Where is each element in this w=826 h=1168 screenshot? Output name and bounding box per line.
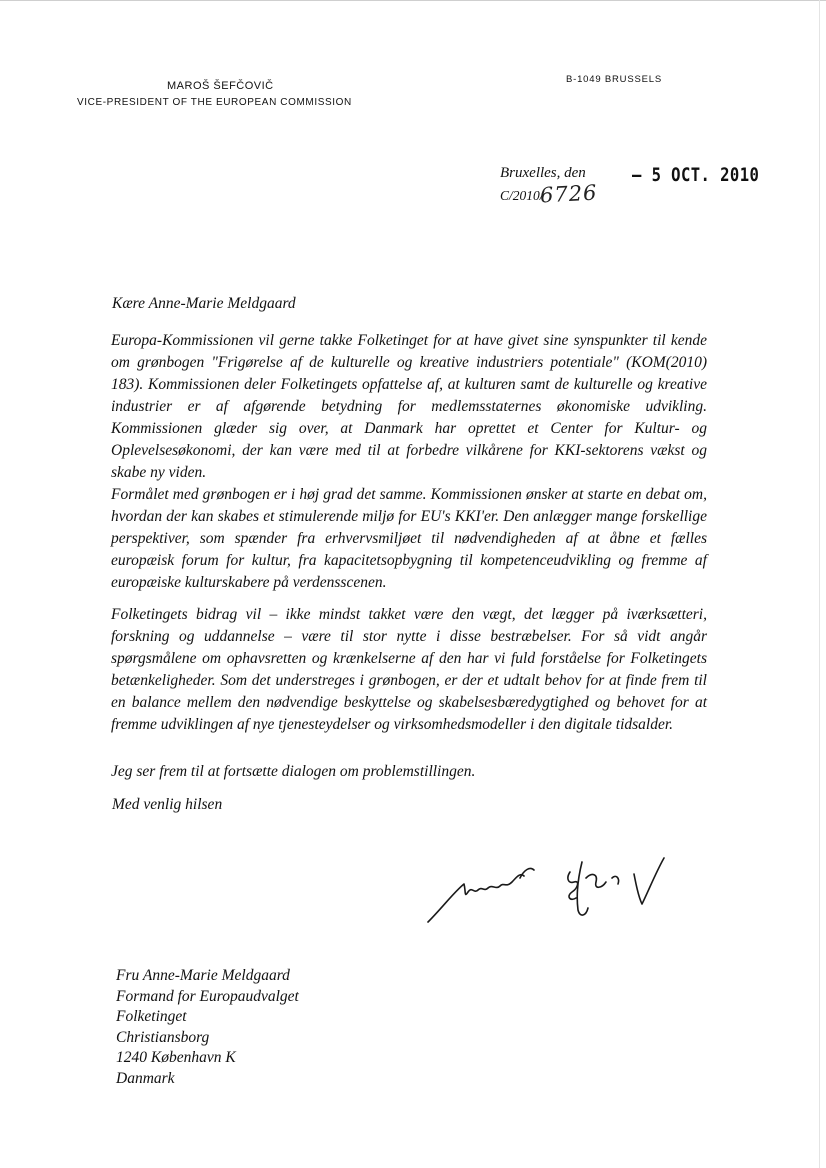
body-paragraph-1: [111, 330, 707, 484]
recipient-line: Folketinget: [116, 1008, 187, 1025]
body-paragraph-3: [111, 604, 707, 736]
sender-address: B-1049 BRUSSELS: [566, 74, 662, 85]
recipient-line: Christiansborg: [116, 1028, 210, 1046]
body-paragraph-4: [111, 761, 707, 783]
recipient-line: Danmark: [116, 1069, 175, 1087]
recipient-line: 1240 København K: [116, 1049, 236, 1066]
paragraph-text: Jeg ser frem til at fortsætte dialogen om problemstillingen.: [111, 763, 476, 780]
paragraph-text: Europa-Kommissionen vil gerne takke Folketinget for at have givet sine synspunkter til kende om grønbogen "Frigørelse af de kulturelle og kreative industriers potentiale" (KOM(2010) 183). Kommissionen deler Folketingets opfattelse af, at kulturen samt de kulturelle og kreative industrier er af afgørende betydning for medlemsstaternes økonomiske udvikling. Kommissionen glæder sig over, at Danmark har oprettet et Center for Kultur- og Oplevelsesøkonomi, der kan være med til at forbedre vilkårene for KKI-sektorens vækst og skabe ny viden.: [111, 332, 707, 481]
paragraph-text: Folketingets bidrag vil – ikke mindst takket være den vægt, det lægger på iværksætteri, forskning og uddannelse – være til stor nytte i disse bestræbelser. For så vidt angår spørgsmålene om ophavsretten og krænkelserne af den har vi fuld forståelse for Folketingets betænkeligheder. Som det understreges i grønbogen, er der et udtalt behov for at finde frem til en balance mellem den nødvendige beskyttelse og skabelsesbæredygtighed og behovet for at fremme udviklingen af nye tjenesteydelser og virksomhedsmodeller i den digitale tidsalder.: [111, 606, 707, 733]
paragraph-text: Formålet med grønbogen er i høj grad det samme. Kommissionen ønsker at starte en debat om, hvordan der kan skabes et stimulerende miljø for EU's KKI'er. Den anlægger mange forskellige perspektiver, som spænder fra erhvervsmiljøet til nødvendigheden af at åbne et fælles europæisk forum for kultur, fra kapacitetsopbygning til kompetenceudvikling og fremme af europæiske kulturskabere på verdensscenen.: [111, 486, 707, 591]
reference-number-handwritten: 6726: [539, 180, 599, 208]
closing: Med venlig hilsen: [112, 796, 223, 813]
handwritten-signature: [420, 848, 680, 928]
dateline-place: Bruxelles, den: [500, 165, 586, 181]
recipient-address: [116, 966, 299, 1089]
body-paragraph-2: [111, 484, 707, 594]
sender-title: VICE-PRESIDENT OF THE EUROPEAN COMMISSION: [77, 97, 352, 108]
salutation: Kære Anne-Marie Meldgaard: [112, 295, 296, 312]
reference-prefix: C/2010/: [500, 188, 544, 203]
recipient-line: Fru Anne-Marie Meldgaard: [116, 967, 290, 984]
recipient-line: Formand for Europaudvalget: [116, 987, 299, 1005]
scan-right-edge: [819, 0, 820, 1168]
date-stamp: – 5 OCT. 2010: [632, 164, 760, 186]
sender-name: MAROŠ ŠEFČOVIČ: [167, 80, 274, 92]
scan-top-edge: [0, 0, 826, 6]
